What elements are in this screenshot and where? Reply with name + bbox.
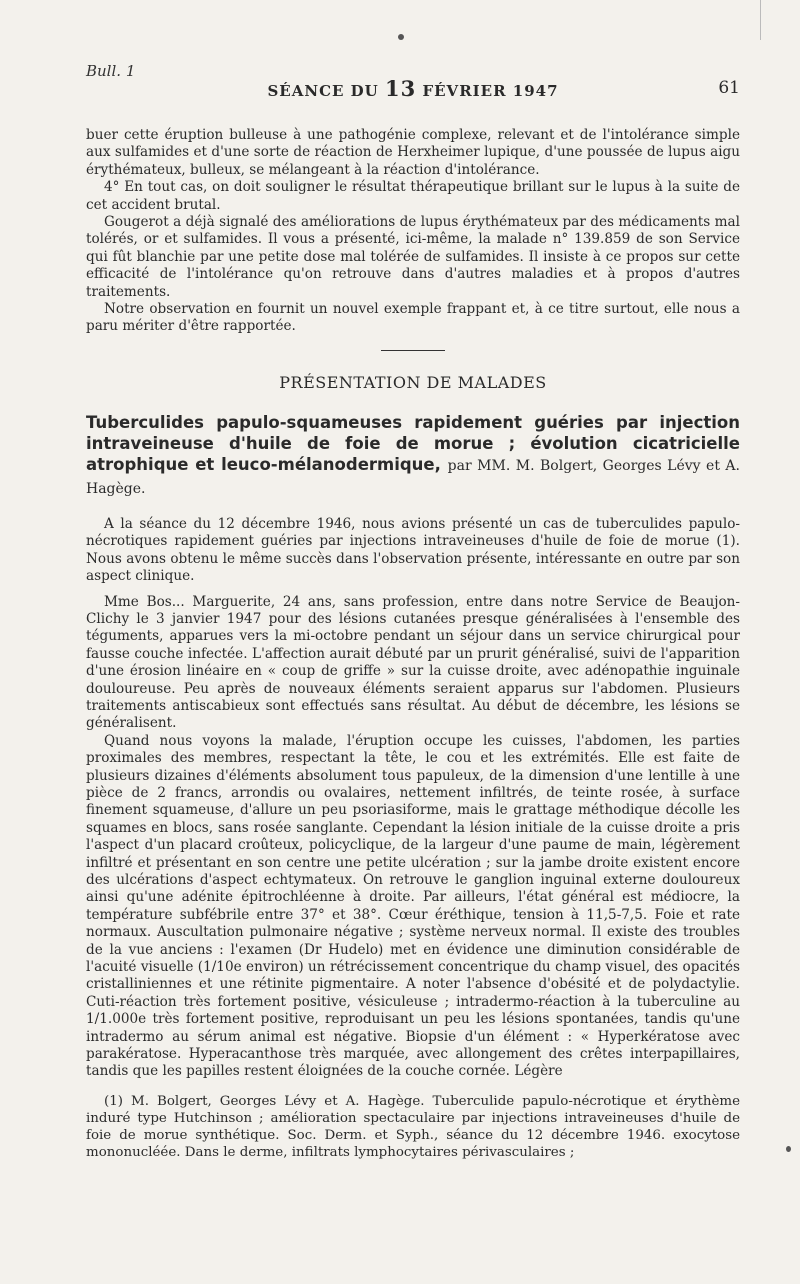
paragraph: 4° En tout cas, on doit souligner le résultat thérapeutique brillant sur le lupus à la suite de cet accident brutal. [86, 179, 740, 213]
running-title-suffix: FÉVRIER 1947 [422, 82, 559, 100]
running-title-prefix: SÉANCE DU [267, 82, 379, 100]
journal-abbrev: Bull. 1 [86, 62, 136, 80]
page-body [86, 127, 740, 1161]
paragraph: Mme Bos... Marguerite, 24 ans, sans profession, entre dans notre Service de Beaujon-Clichy le 3 janvier 1947 pour des lésions cutanées presque généralisées à l'ensemble des téguments, apparues vers la mi-octobre pendant un séjour dans un service chirurgical pour fausse couche infectée. L'affection aurait débuté par un prurit généralisé, suivi de l'apparition d'une érosion linéaire en « coup de griffe » sur la cuisse droite, avec adénopathie inguinale douloureuse. Peu après de nouveaux éléments seraient apparus sur l'abdomen. Plusieurs traitements antiscabieux sont effectués sans résultat. Au début de décembre, les lésions se généralisent. [86, 593, 740, 732]
running-title [86, 76, 740, 101]
paragraph: Gougerot a déjà signalé des améliorations de lupus érythémateux par des médicaments mal tolérés, or et sulfamides. Il vous a présenté, ici-même, la malade n° 139.859 de son Service qui fût blanchie par une petite dose mal tolérée de sulfamides. Il insiste à ce propos sur cette efficacité de l'intolérance qu'on retrouve dans d'autres maladies et à propos d'autres traitements. [86, 214, 740, 300]
footnote: (1) M. Bolgert, Georges Lévy et A. Hagège. Tuberculide papulo-nécrotique et érythème induré type Hutchinson ; amélioration spectaculaire par injections intraveineuses d'huile de foie de morue synthétique. Soc. Derm. et Syph., séance du 12 décembre 1946. exocytose mononucléée. Dans le derme, infiltrats lymphocytaires périvasculaires ; [86, 1093, 740, 1160]
section-heading: PRÉSENTATION DE MALADES [279, 372, 547, 392]
paragraph: Notre observation en fournit un nouvel exemple frappant et, à ce titre surtout, elle nous a paru mériter d'être rapportée. [86, 301, 740, 335]
section-divider [381, 350, 445, 351]
article-authors: par MM. M. Bolgert, Georges Lévy et A. Hagège. [86, 457, 740, 497]
running-title-date: 13 [385, 76, 417, 101]
article-title-block [86, 412, 740, 500]
paragraph: buer cette éruption bulleuse à une pathogénie complexe, relevant et de l'intolérance simple aux sulfamides et d'une sorte de réaction de Herxheimer lupique, d'une poussée de lupus aigu érythémateux, bulleux, se mélangeant à la réaction d'intolérance. [86, 127, 740, 178]
ink-dot [398, 34, 404, 40]
article-title: Tuberculides papulo-squameuses rapidement guéries par injection intraveineuse d'huile de foie de morue ; évolution cicatricielle atrophique et leuco-mélanodermique, [86, 412, 740, 474]
scan-edge-mark [760, 0, 761, 40]
paragraph: Quand nous voyons la malade, l'éruption occupe les cuisses, l'abdomen, les parties proximales des membres, respectant la tête, le cou et les extrémités. Elle est faite de plusieurs dizaines d'éléments absolument tous papuleux, de la dimension d'une lentille à une pièce de 2 francs, arrondis ou ovalaires, nettement infiltrés, de teinte rosée, à surface finement squameuse, d'allure un peu psoriasiforme, mais le grattage méthodique décolle les squames en blocs, sans rosée sanglante. Cependant la lésion initiale de la cuisse droite a pris l'aspect d'un placard croûteux, policyclique, de la largeur d'une paume de main, légèrement infiltré et présentant en son centre une petite ulcération ; sur la jambe droite existent encore des ulcérations d'aspect echtymateux. On retrouve le ganglion inguinal externe douloureux ainsi qu'une adénite épitrochléenne à droite. Par ailleurs, l'état général est médiocre, la température subfébrile entre 37° et 38°. Cœur éréthique, tension à 11,5-7,5. Foie et rate normaux. Auscultation pulmonaire négative ; système nerveux normal. Il existe des troubles de la vue anciens : l'examen (Dr Hudelo) met en évidence une diminution considérable de l'acuité visuelle (1/10e environ) un rétrécissement concentrique du champ visuel, des opacités cristalliniennes et une rétinite pigmentaire. A noter l'absence d'obésité et de polydactylie. Cuti-réaction très fortement positive, vésiculeuse ; intradermo-réaction à la tuberculine au 1/1.000e très fortement positive, reproduisant un peu les lésions spontanées, tandis qu'une intradermo au sérum animal est négative. Biopsie d'un élément : « Hyperkératose avec parakératose. Hyperacanthose très marquée, avec allongement des crêtes interpapillaires, tandis que les papilles restent éloignées de la couche cornée. Légère [86, 732, 740, 1080]
paragraph: A la séance du 12 décembre 1946, nous avions présenté un cas de tuberculides papulo-nécrotiques rapidement guéries par injections intraveineuses d'huile de foie de morue (1). Nous avons obtenu le même succès dans l'observation présente, intéressante en outre par son aspect clinique. [86, 515, 740, 585]
page-number: 61 [718, 78, 740, 98]
ink-dot-margin [786, 1146, 791, 1152]
running-head [86, 76, 740, 102]
